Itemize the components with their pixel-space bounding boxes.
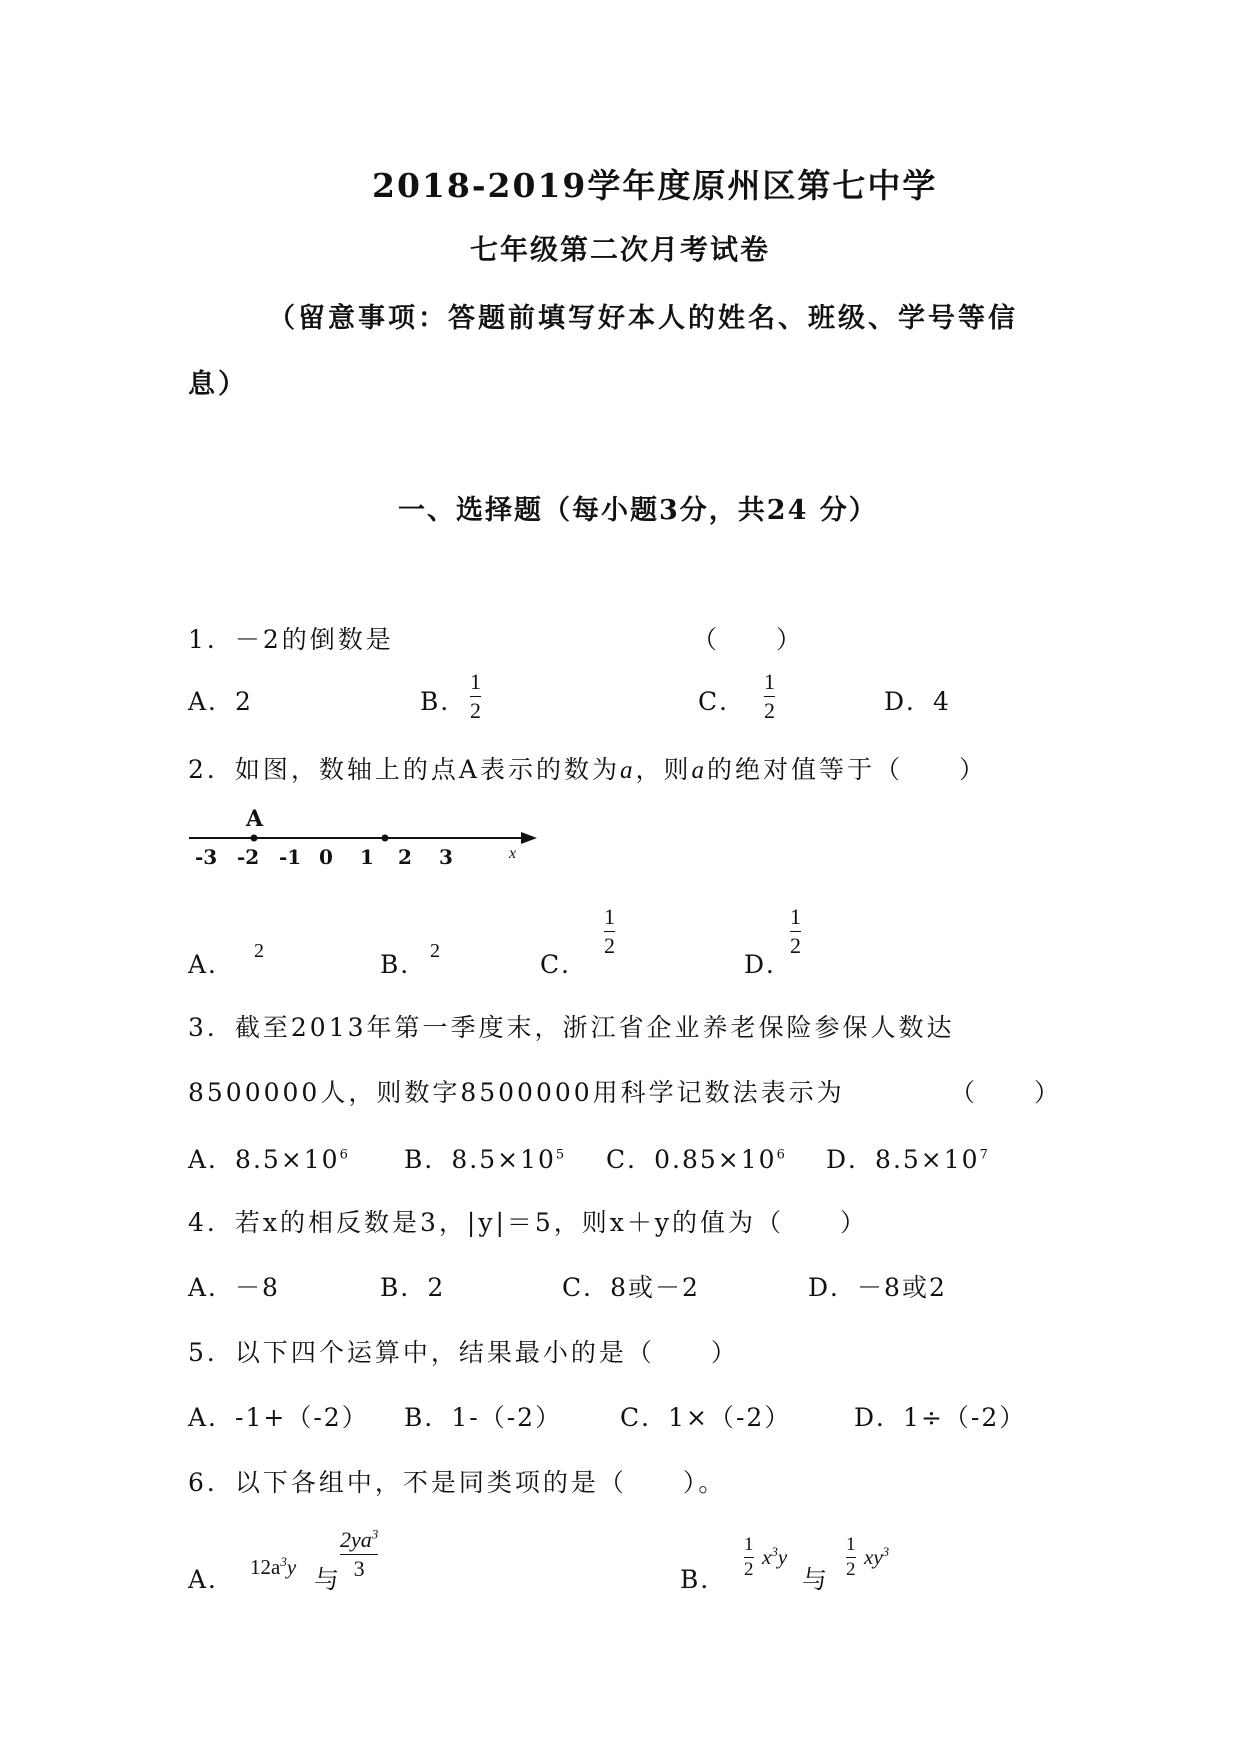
question-3-option-c: C．$0.85\times 10^6$ xyxy=(606,1145,787,1174)
question-4-option-c: C．8或－2 xyxy=(562,1273,700,1302)
question-6-option-a-term-1: $12a^3y$ xyxy=(250,1554,297,1579)
question-5-option-b: B．1-（-2） xyxy=(404,1403,563,1432)
question-3-stem-line-2: 8500000人，则数字8500000用科学记数法表示为 xyxy=(188,1078,845,1107)
question-2-option-d: D． xyxy=(744,950,794,979)
question-3-option-d: D．$8.5\times 10^7$ xyxy=(826,1145,990,1174)
question-2-option-d-fraction: 1 2 xyxy=(790,904,801,958)
question-6-option-b-fraction-1: 1 2 xyxy=(744,1534,754,1580)
notice-line-1: （留意事项：答题前填写好本人的姓名、班级、学号等信 xyxy=(268,303,1018,334)
question-2-option-b-value: 2 xyxy=(430,940,440,962)
question-6-option-b-fraction-2: 1 2 xyxy=(846,1534,856,1580)
question-3-option-a: A．$8.5\times 10^6$ xyxy=(188,1145,350,1174)
question-6-option-b-term-2: $xy^3$ xyxy=(864,1544,890,1569)
point-one-marker xyxy=(382,835,389,842)
question-2-option-c: C． xyxy=(540,950,589,979)
question-1-option-b: B． xyxy=(420,687,468,716)
question-6-option-a-term-2: $2ya^3$ 3 xyxy=(340,1526,379,1581)
question-6-option-b-with: 与 xyxy=(802,1565,830,1594)
point-a-label: A xyxy=(246,806,264,832)
question-4-option-a: A．－8 xyxy=(188,1273,280,1302)
question-2-option-c-fraction: 1 2 xyxy=(604,904,615,958)
question-4-option-b: B．2 xyxy=(380,1273,446,1302)
axis-tick-label: -1 xyxy=(279,845,302,869)
question-1-stem: 1．－2的倒数是 xyxy=(188,625,394,654)
point-a-marker xyxy=(251,835,258,842)
question-4-option-d: D．－8或2 xyxy=(808,1273,947,1302)
question-1-option-a: A．2 xyxy=(188,687,253,716)
question-5-option-c: C．1×（-2） xyxy=(620,1403,792,1432)
question-1-option-b-fraction: 1 2 xyxy=(470,669,481,723)
page-title: 2018-2019学年度原州区第七中学 xyxy=(372,166,938,205)
question-5-option-a: A．-1+（-2） xyxy=(188,1403,369,1432)
question-4-stem: 4．若x的相反数是3，|y|＝5，则x＋y的值为（ ） xyxy=(188,1208,869,1237)
axis-tick-label: 3 xyxy=(439,845,453,869)
question-3-option-b: B．$8.5\times 10^5$ xyxy=(404,1145,567,1174)
question-2-option-b: B． xyxy=(380,950,428,979)
question-5-stem: 5．以下四个运算中，结果最小的是（ ） xyxy=(188,1338,739,1367)
page-subtitle: 七年级第二次月考试卷 xyxy=(470,233,771,266)
section-heading-choice: 一、选择题（每小题3分，共24 分） xyxy=(398,495,878,526)
question-6-option-b-term-1: $x^3y$ xyxy=(762,1544,788,1569)
question-5-option-d: D．1÷（-2） xyxy=(854,1403,1027,1432)
axis-tick-label: 1 xyxy=(360,845,374,869)
question-3-stem-line-1: 3．截至2013年第一季度末，浙江省企业养老保险参保人数达 xyxy=(188,1013,955,1042)
question-2-stem: 2．如图，数轴上的点A表示的数为a，则a的绝对值等于（ ） xyxy=(188,755,987,784)
axis-x-label: x xyxy=(509,845,517,862)
question-1-option-c: C． xyxy=(698,687,747,716)
question-6-option-b: B． xyxy=(680,1565,728,1594)
number-line-diagram xyxy=(185,800,545,880)
question-3-paren: （ ） xyxy=(950,1078,1063,1107)
axis-tick-label: 0 xyxy=(319,845,333,869)
question-6-option-a-with: 与 xyxy=(314,1565,342,1594)
axis-tick-label: 2 xyxy=(398,845,412,869)
question-1-option-d: D．4 xyxy=(884,687,951,716)
axis-tick-label: -3 xyxy=(195,845,218,869)
question-2-option-a-value: 2 xyxy=(254,940,264,962)
axis-tick-label: -2 xyxy=(237,845,260,869)
question-6-option-a: A． xyxy=(188,1565,236,1594)
question-6-stem: 6．以下各组中，不是同类项的是（ ）。 xyxy=(188,1468,727,1497)
notice-line-2: 息） xyxy=(188,369,248,400)
question-2-option-a: A． xyxy=(188,950,236,979)
question-1-paren: （ ） xyxy=(692,625,805,654)
question-1-option-c-fraction: 1 2 xyxy=(764,669,775,723)
